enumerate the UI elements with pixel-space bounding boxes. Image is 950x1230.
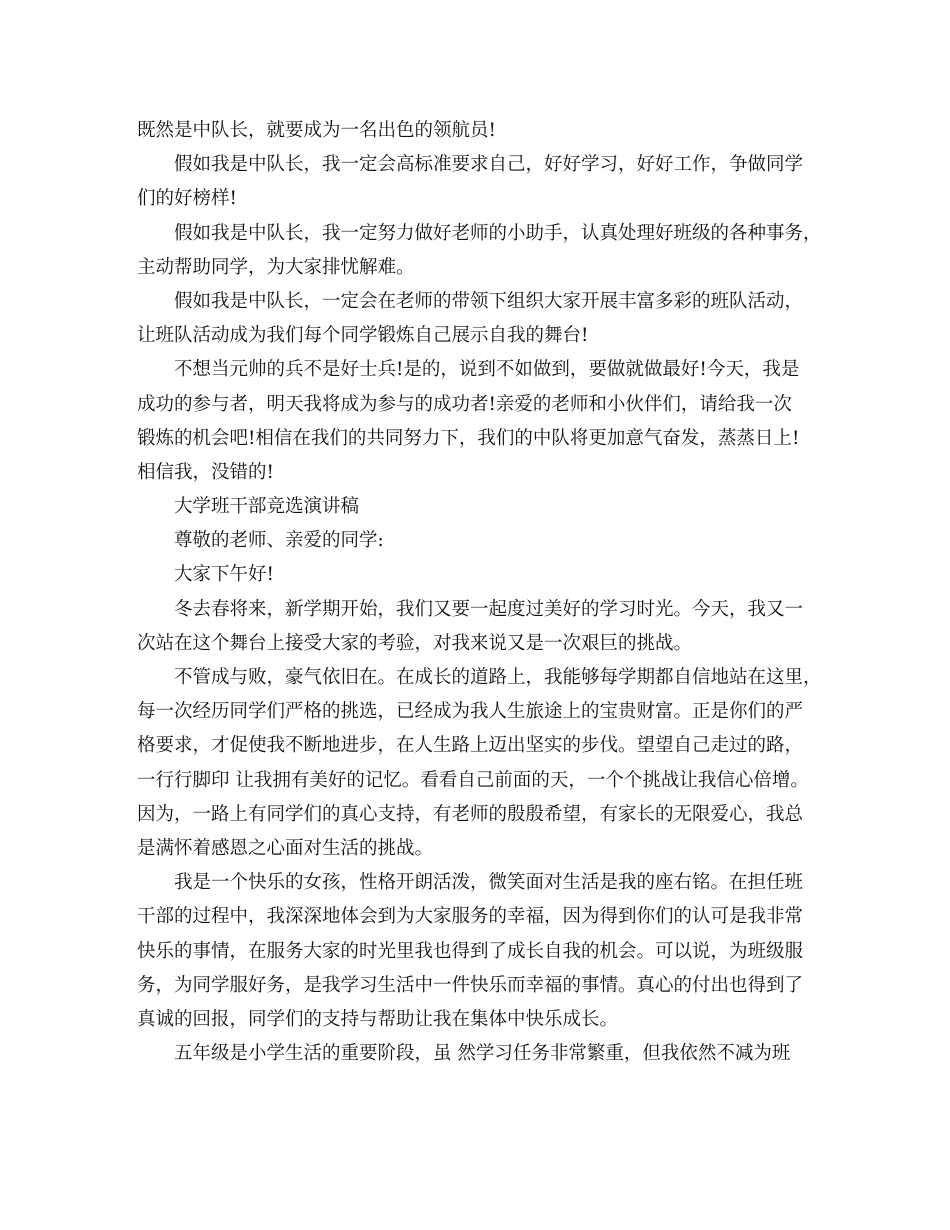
text-line: 成功的参与者，明天我将成为参与的成功者!亲爱的老师和小伙伴们，请给我一次 <box>137 393 792 415</box>
text-line: 五年级是小学生活的重要阶段，虽 然学习任务非常繁重，但我依然不减为班 <box>174 1043 791 1065</box>
text-line: 我是一个快乐的女孩，性格开朗活泼，微笑面对生活是我的座右铭。在担任班 <box>174 872 804 894</box>
text-line: 每一次经历同学们严格的挑选，已经成为我人生旅途上的宝贵财富。正是你们的严 <box>137 701 804 723</box>
greeting: 大家下午好! <box>174 564 274 586</box>
text-line: 格要求，才促使我不断地进步，在人生路上迈出坚实的步伐。望望自己走过的路， <box>137 735 804 757</box>
text-line: 们的好榜样! <box>137 188 237 210</box>
text-line: 是满怀着感恩之心面对生活的挑战。 <box>137 837 434 859</box>
text-line: 主动帮助同学，为大家排忧解难。 <box>137 256 415 278</box>
text-line: 真诚的回报，同学们的支持与帮助让我在集体中快乐成长。 <box>137 1008 619 1030</box>
salutation: 尊敬的老师、亲爱的同学: <box>174 530 384 552</box>
text-line: 让班队活动成为我们每个同学锻炼自己展示自我的舞台! <box>137 325 589 347</box>
document-page <box>137 114 822 1071</box>
text-line: 锻炼的机会吧!相信在我们的共同努力下，我们的中队将更加意气奋发，蒸蒸日上! <box>137 427 800 449</box>
text-line: 不管成与败，豪气依旧在。在成长的道路上，我能够每学期都自信地站在这里， <box>174 667 822 688</box>
text-line: 次站在这个舞台上接受大家的考验，对我来说又是一次艰巨的挑战。 <box>137 632 693 654</box>
text-line: 一行行脚印 让我拥有美好的记忆。看看自己前面的天，一个个挑战让我信心倍增。 <box>137 769 809 791</box>
text-line: 假如我是中队长，一定会在老师的带领下组织大家开展丰富多彩的班队活动， <box>174 290 804 312</box>
section-title: 大学班干部竞选演讲稿 <box>174 496 360 518</box>
text-line: 冬去春将来，新学期开始，我们又要一起度过美好的学习时光。今天，我又一 <box>174 598 804 620</box>
text-line: 假如我是中队长，我一定会高标准要求自己，好好学习，好好工作，争做同学 <box>174 154 804 176</box>
text-line: 不想当元帅的兵不是好士兵!是的，说到不如做到，要做就做最好!今天，我是 <box>174 359 800 381</box>
text-line: 假如我是中队长，我一定努力做好老师的小助手，认真处理好班级的各种事务， <box>174 222 822 244</box>
text-line: 既然是中队长，就要成为一名出色的领航员! <box>137 120 496 141</box>
text-line: 因为，一路上有同学们的真心支持，有老师的殷殷希望，有家长的无限爱心，我总 <box>137 803 804 825</box>
text-line: 快乐的事情，在服务大家的时光里我也得到了成长自我的机会。可以说，为班级服 <box>137 940 804 962</box>
text-line: 务，为同学服好务，是我学习生活中一件快乐而幸福的事情。真心的付出也得到了 <box>137 974 804 996</box>
text-line: 干部的过程中，我深深地体会到为大家服务的幸福，因为得到你们的认可是我非常 <box>137 906 804 928</box>
text-line: 相信我，没错的! <box>137 461 274 483</box>
